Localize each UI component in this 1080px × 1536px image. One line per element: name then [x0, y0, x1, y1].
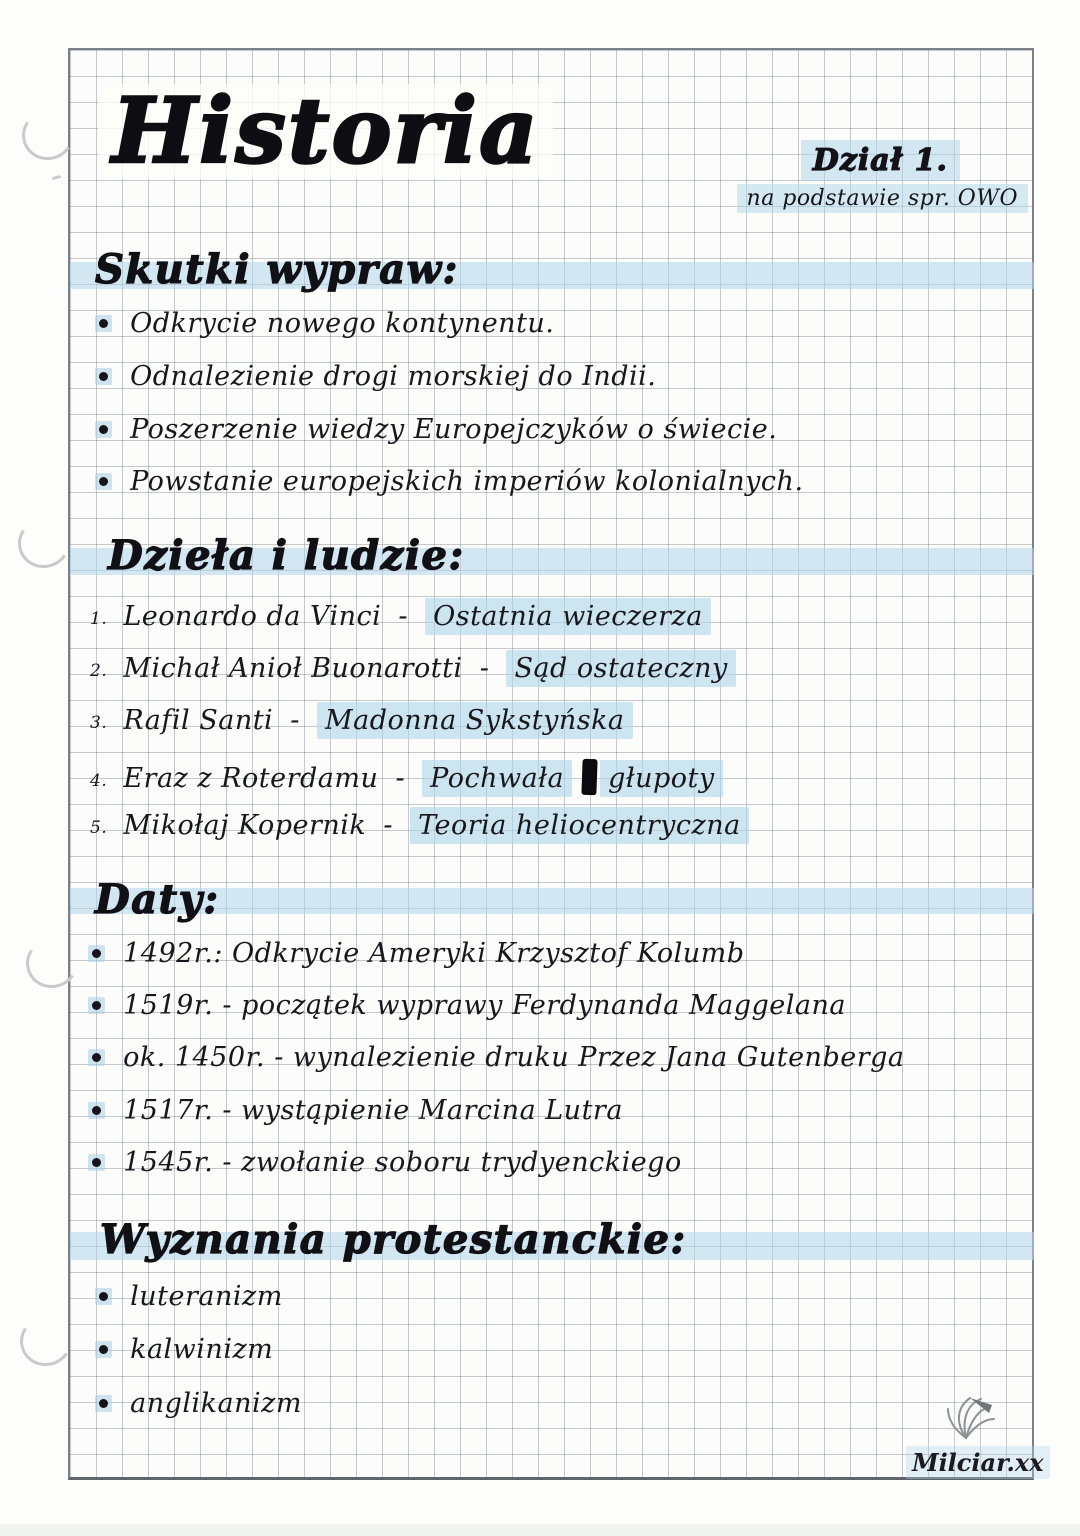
section-heading-dziela: Dzieła i ludzie: [108, 532, 465, 579]
list-item [95, 416, 777, 443]
separator: - [290, 705, 300, 736]
bullet-dot [95, 1288, 112, 1305]
bullet-dot [88, 1049, 105, 1066]
fan-doodle-icon [936, 1394, 998, 1442]
bullet-dot [88, 1102, 105, 1119]
list-item [90, 759, 723, 792]
list-item-text: Odkrycie nowego kontynentu. [130, 308, 555, 339]
section-heading-daty: Daty: [95, 876, 220, 923]
list-item-text: Odnalezienie drogi morskiej do Indii. [130, 361, 657, 392]
list-item [95, 1336, 273, 1363]
person-name: Michał Anioł Buonarotti [123, 653, 463, 684]
list-item [88, 992, 846, 1019]
item-number: 5. [90, 818, 108, 838]
work-title: Ostatnia wieczerza [425, 598, 711, 635]
person-name: Leonardo da Vinci [123, 601, 382, 632]
bullet-dot [95, 368, 112, 385]
work-title: Teoria heliocentryczna [410, 807, 749, 844]
list-item [95, 1283, 283, 1310]
work-title: Sąd ostateczny [506, 650, 735, 687]
chapter-sublabel: na podstawie spr. OWO [737, 184, 1028, 213]
bullet-dot [95, 421, 112, 438]
author-watermark: Milciar.xx [906, 1446, 1050, 1479]
list-item [90, 603, 711, 630]
separator: - [398, 601, 408, 632]
chapter-label: Dział 1. [801, 140, 960, 181]
person-name: Eraz z Roterdamu [123, 763, 379, 794]
list-item [95, 310, 554, 337]
list-item-text: luteranizm [130, 1281, 283, 1312]
list-item [90, 812, 749, 839]
work-title: Madonna Sykstyńska [317, 702, 633, 739]
list-item [88, 1149, 682, 1176]
list-item-text: Poszerzenie wiedzy Europejczyków o świecie. [130, 414, 778, 445]
list-item-text: Powstanie europejskich imperiów kolonialnych. [130, 466, 804, 497]
bullet-dot [88, 997, 105, 1014]
item-number: 4. [90, 771, 108, 791]
item-number: 1. [90, 609, 108, 629]
list-item [95, 1390, 302, 1417]
bullet-dot [88, 945, 105, 962]
paper-speck [52, 175, 61, 180]
list-item [95, 363, 656, 390]
bullet-dot [95, 1341, 112, 1358]
list-item [90, 655, 736, 682]
separator: - [479, 653, 490, 684]
section-heading-skutki: Skutki wypraw: [95, 246, 459, 293]
work-title: głupoty [600, 760, 723, 797]
list-item [95, 468, 804, 495]
date-item-text: 1519r. - początek wyprawy Ferdynanda Maggelana [123, 990, 846, 1021]
date-item-text: 1517r. - wystąpienie Marcina Lutra [123, 1095, 623, 1126]
separator: - [383, 810, 394, 841]
work-title: Pochwała [422, 760, 572, 797]
ink-blot [581, 759, 597, 796]
bullet-dot [88, 1154, 105, 1171]
item-number: 3. [90, 713, 108, 733]
page-title: Historia [98, 84, 553, 179]
item-number: 2. [90, 661, 108, 681]
list-item [88, 1097, 623, 1124]
binder-ring-mark [13, 513, 74, 573]
person-name: Mikołaj Kopernik [123, 810, 367, 841]
bullet-dot [95, 315, 112, 332]
date-item-text: 1545r. - zwołanie soboru trydyenckiego [123, 1147, 682, 1178]
list-item [88, 1044, 905, 1071]
scan-edge-band [0, 1524, 1080, 1536]
separator: - [395, 763, 406, 794]
date-item-text: ok. 1450r. - wynalezienie druku Przez Jana Gutenberga [123, 1042, 905, 1073]
list-item [88, 940, 745, 967]
section-heading-wyznania: Wyznania protestanckie: [100, 1216, 687, 1263]
list-item-text: kalwinizm [130, 1334, 274, 1365]
bullet-dot [95, 1395, 112, 1412]
person-name: Rafil Santi [123, 705, 274, 736]
list-item [90, 707, 633, 734]
list-item-text: anglikanizm [130, 1388, 302, 1419]
bullet-dot [95, 473, 112, 490]
date-item-text: 1492r.: Odkrycie Ameryki Krzysztof Kolumb [123, 938, 745, 969]
